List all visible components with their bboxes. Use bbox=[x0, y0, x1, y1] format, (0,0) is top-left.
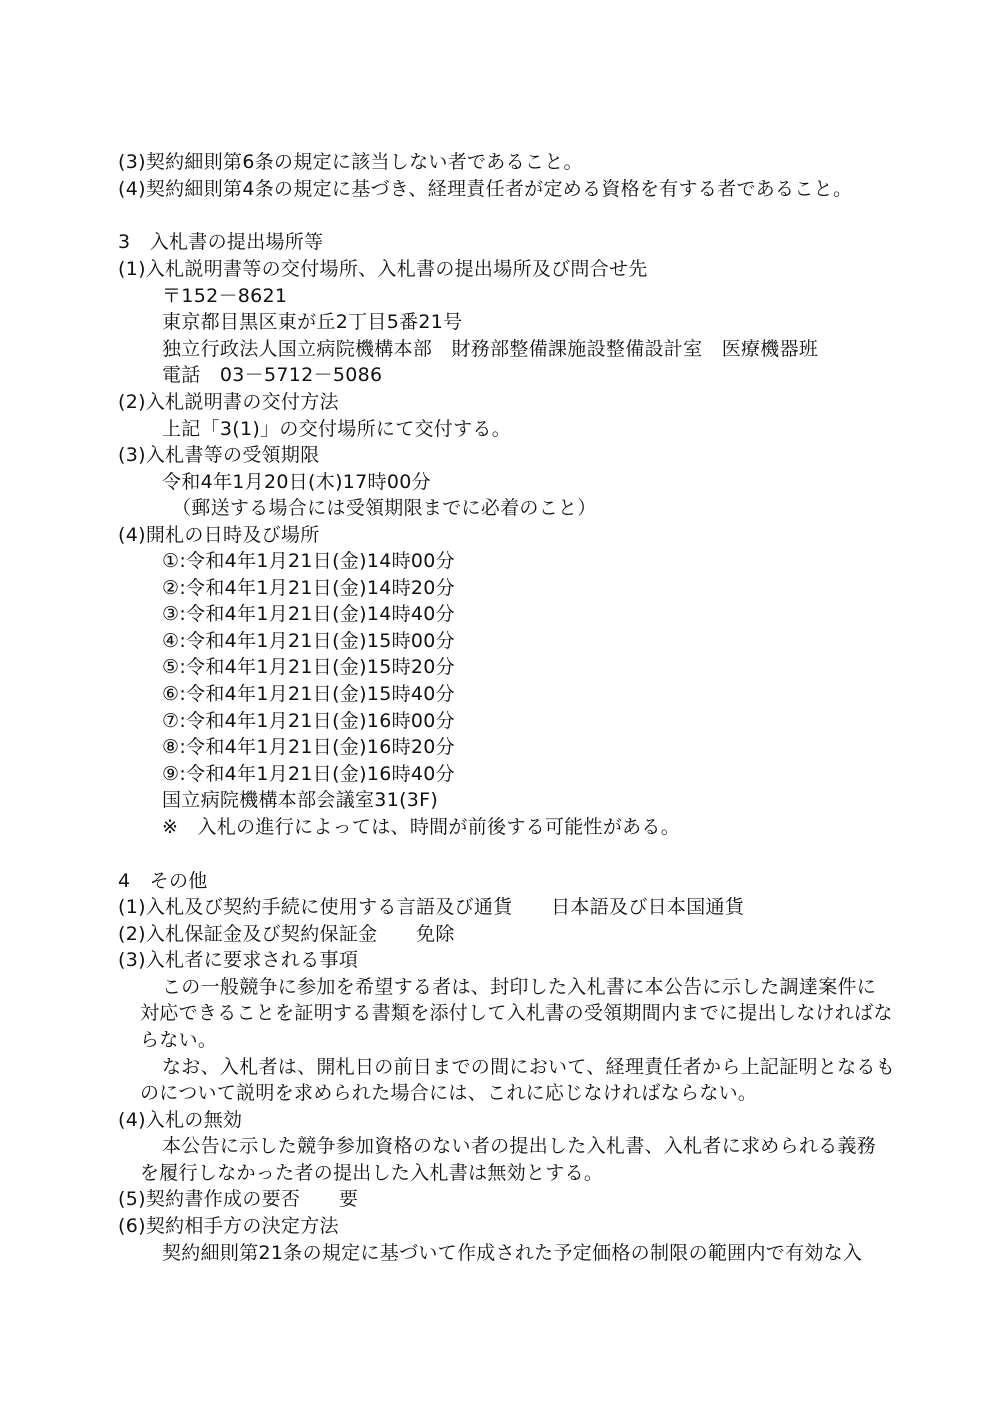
schedule-item: ⑤:令和4年1月21日(金)15時20分 bbox=[162, 656, 455, 678]
qualification-item-3: (3)契約細則第6条の規定に該当しない者であること。 bbox=[118, 151, 583, 173]
section-4-heading: 4 その他 bbox=[118, 870, 208, 892]
office-name: 独立行政法人国立病院機構本部 財務部整備課施設整備設計室 医療機器班 bbox=[162, 338, 819, 360]
section-4-2: (2)入札保証金及び契約保証金 免除 bbox=[118, 923, 455, 945]
paragraph-line: 対応できることを証明する書類を添付して入札書の受領期間内までに提出しなければな bbox=[140, 1002, 893, 1024]
paragraph-line: 本公告に示した競争参加資格のない者の提出した入札書、入札者に求められる義務 bbox=[162, 1135, 877, 1157]
section-4-5: (5)契約書作成の要否 要 bbox=[118, 1188, 359, 1210]
qualification-item-4: (4)契約細則第4条の規定に基づき、経理責任者が定める資格を有する者であること。 bbox=[118, 178, 853, 200]
phone-number: 電話 03－5712－5086 bbox=[162, 364, 383, 386]
section-4-1: (1)入札及び契約手続に使用する言語及び通貨 日本語及び日本国通貨 bbox=[118, 896, 745, 918]
delivery-method-text: 上記「3(1)」の交付場所にて交付する。 bbox=[162, 418, 512, 440]
paragraph-line: なお、入札者は、開札日の前日までの間において、経理責任者から上記証明となるも bbox=[162, 1056, 896, 1078]
section-3-heading: 3 入札書の提出場所等 bbox=[118, 231, 324, 253]
section-4-6-heading: (6)契約相手方の決定方法 bbox=[118, 1215, 339, 1237]
paragraph-line: らない。 bbox=[140, 1029, 218, 1051]
paragraph-line: を履行しなかった者の提出した入札書は無効とする。 bbox=[140, 1162, 604, 1184]
paragraph-line: 契約細則第21条の規定に基づいて作成された予定価格の制限の範囲内で有効な入 bbox=[162, 1242, 863, 1264]
section-4-4-heading: (4)入札の無効 bbox=[118, 1109, 243, 1131]
schedule-item: ④:令和4年1月21日(金)15時00分 bbox=[162, 630, 455, 652]
paragraph-line: この一般競争に参加を希望する者は、封印した入札書に本公告に示した調達案件に bbox=[162, 976, 877, 998]
section-3-4-heading: (4)開札の日時及び場所 bbox=[118, 524, 320, 546]
section-3-3-heading: (3)入札書等の受領期限 bbox=[118, 444, 320, 466]
schedule-item: ③:令和4年1月21日(金)14時40分 bbox=[162, 603, 455, 625]
schedule-item: ⑨:令和4年1月21日(金)16時40分 bbox=[162, 763, 455, 785]
postal-code: 〒152－8621 bbox=[162, 285, 288, 307]
section-3-1-heading: (1)入札説明書等の交付場所、入札書の提出場所及び問合せ先 bbox=[118, 258, 648, 280]
schedule-item: ⑦:令和4年1月21日(金)16時00分 bbox=[162, 710, 455, 732]
address: 東京都目黒区東が丘2丁目5番21号 bbox=[162, 311, 463, 333]
schedule-item: ①:令和4年1月21日(金)14時00分 bbox=[162, 550, 455, 572]
schedule-note: ※ 入札の進行によっては、時間が前後する可能性がある。 bbox=[162, 816, 681, 838]
opening-place: 国立病院機構本部会議室31(3F) bbox=[162, 789, 439, 811]
receipt-deadline: 令和4年1月20日(木)17時00分 bbox=[162, 471, 431, 493]
schedule-item: ⑥:令和4年1月21日(金)15時40分 bbox=[162, 683, 455, 705]
schedule-item: ②:令和4年1月21日(金)14時20分 bbox=[162, 577, 455, 599]
mail-note: （郵送する場合には受領期限までに必着のこと） bbox=[172, 497, 597, 519]
schedule-item: ⑧:令和4年1月21日(金)16時20分 bbox=[162, 736, 455, 758]
section-4-3-heading: (3)入札者に要求される事項 bbox=[118, 949, 359, 971]
section-3-2-heading: (2)入札説明書の交付方法 bbox=[118, 391, 339, 413]
paragraph-line: のについて説明を求められた場合には、これに応じなければならない。 bbox=[140, 1082, 758, 1104]
